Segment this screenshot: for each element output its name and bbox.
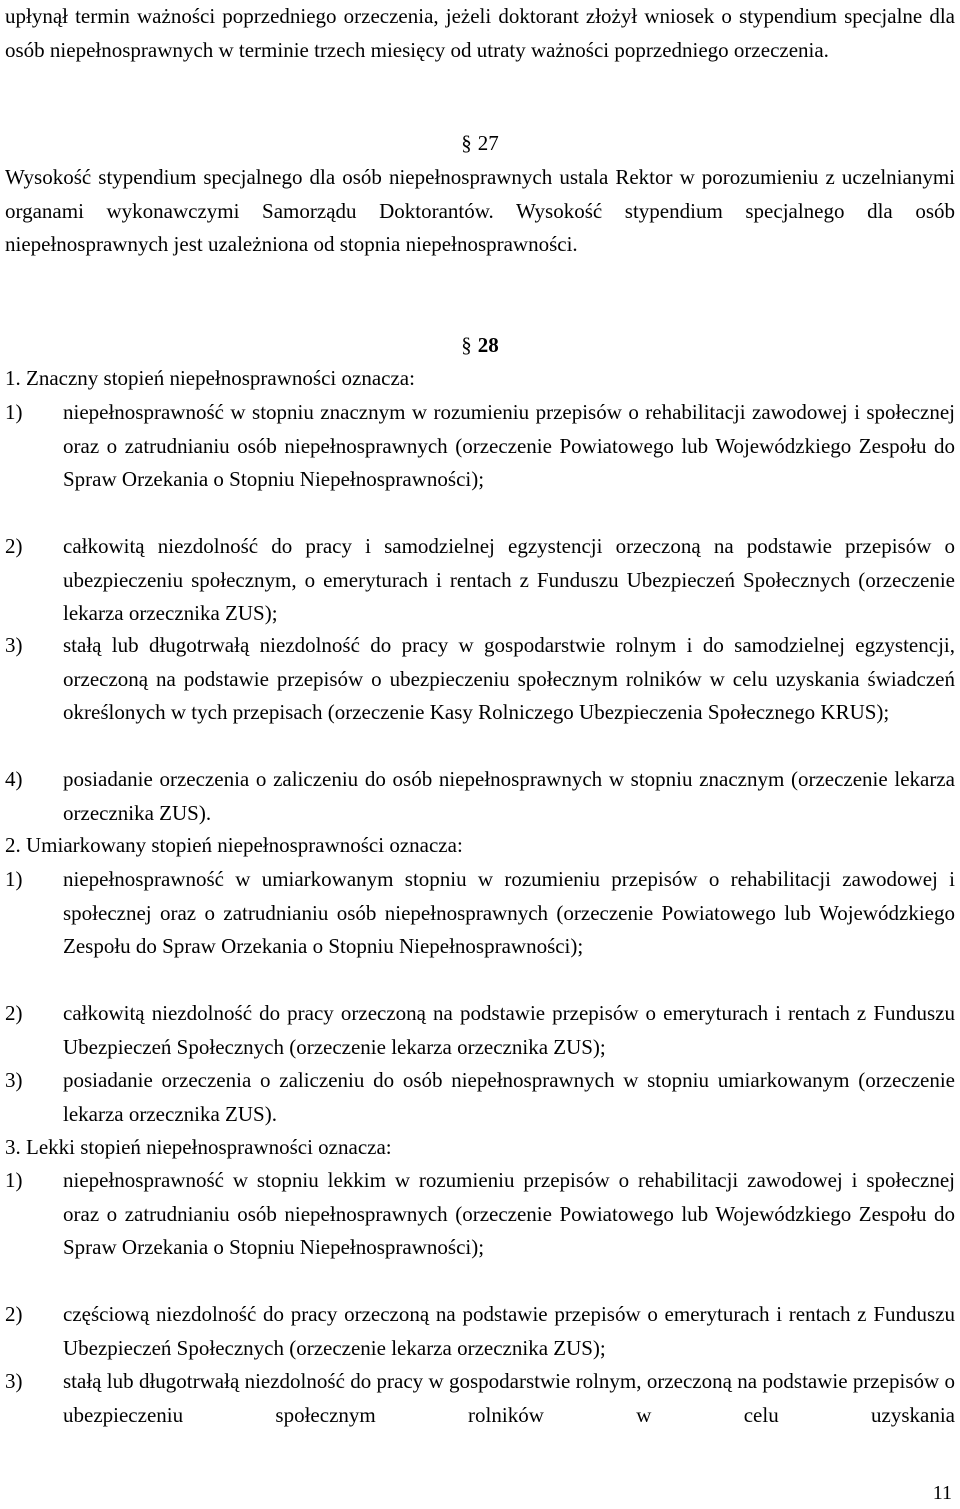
item-text: posiadanie orzeczenia o zaliczeniu do osób niepełnosprawnych w stopniu umiarkowanym (orzeczenie lekarza orzecznika ZUS).: [63, 1068, 955, 1126]
item-text: całkowitą niezdolność do pracy orzeczoną na podstawie przepisów o emeryturach i rentach z Funduszu Ubezpieczeń Społecznych (orzeczenie lekarza orzecznika ZUS);: [63, 1001, 955, 1059]
item-label: 1): [5, 867, 23, 891]
point-2-label: 2.: [5, 833, 21, 857]
intro-text: upłynął termin ważności poprzedniego orzeczenia, jeżeli doktorant złożył wniosek o stypendium specjalne dla osób niepełnosprawnych w terminie trzech miesięcy od utraty ważności poprzedniego orzeczenia.: [5, 4, 955, 62]
item-text: stałą lub długotrwałą niezdolność do pracy w gospodarstwie rolnym i do samodzielnej egzystencji, orzeczoną na podstawie przepisów o ubezpieczeniu społecznym rolników w celu uzyskania świadczeń określonych w tych przepisach (orzeczenie Kasy Rolniczego Ubezpieczenia Społecznego KRUS);: [63, 633, 955, 724]
point-3-label: 3.: [5, 1135, 21, 1159]
section-28-heading: [0, 329, 960, 363]
section-27-number: 27: [477, 131, 499, 155]
item-label: 1): [5, 400, 23, 424]
item-text: niepełnosprawność w stopniu lekkim w rozumieniu przepisów o rehabilitacji zawodowej i społecznej oraz o zatrudnianiu osób niepełnosprawnych (orzeczenie Powiatowego lub Wojewódzkiego Zespołu do Spraw Orzekania o Stopniu Niepełnosprawności);: [63, 1168, 955, 1259]
point-1-item-4: [5, 763, 955, 830]
item-text: niepełnosprawność w umiarkowanym stopniu w rozumieniu przepisów o rehabilitacji zawodowej i społecznej oraz o zatrudnianiu osób niepełnosprawnych (orzeczenie Powiatowego lub Wojewódzkiego Zespołu do Spraw Orzekania o Stopniu Niepełnosprawności);: [63, 867, 955, 958]
item-text: całkowitą niezdolność do pracy i samodzielnej egzystencji orzeczoną na podstawie przepisów o ubezpieczeniu społecznym, o emeryturach i rentach z Funduszu Ubezpieczeń Społecznych (orzeczenie lekarza orzecznika ZUS);: [63, 534, 955, 625]
item-label: 4): [5, 767, 23, 791]
point-3-item-2: [5, 1298, 955, 1365]
point-2-heading-text: Umiarkowany stopień niepełnosprawności oznacza:: [26, 833, 463, 857]
point-2-item-1: [5, 863, 955, 964]
item-label: 3): [5, 1369, 23, 1393]
point-1-item-3: [5, 629, 955, 730]
section-28-number: 28: [477, 333, 499, 357]
point-3-heading: [5, 1131, 955, 1165]
point-2-item-3: [5, 1064, 955, 1131]
item-label: 3): [5, 633, 23, 657]
item-label: 1): [5, 1168, 23, 1192]
point-3-item-3: [5, 1365, 955, 1432]
point-3-item-1: [5, 1164, 955, 1265]
point-1-item-2: [5, 530, 955, 631]
item-text: stałą lub długotrwałą niezdolność do pracy w gospodarstwie rolnym, orzeczoną na podstawie przepisów o ubezpieczeniu społecznym rolników w celu uzyskania: [63, 1369, 955, 1427]
point-1-heading-text: Znaczny stopień niepełnosprawności oznacza:: [26, 366, 415, 390]
intro-paragraph: [5, 0, 955, 67]
point-3-heading-text: Lekki stopień niepełnosprawności oznacza:: [26, 1135, 392, 1159]
page-number: 11: [932, 1482, 952, 1504]
section-28-symbol: §: [461, 333, 472, 357]
point-1-item-1: [5, 396, 955, 497]
item-label: 2): [5, 1302, 23, 1326]
section-27-symbol: §: [461, 131, 472, 155]
item-label: 3): [5, 1068, 23, 1092]
item-label: 2): [5, 534, 23, 558]
item-label: 2): [5, 1001, 23, 1025]
section-27-heading: [0, 127, 960, 161]
section-27-paragraph: [5, 161, 955, 262]
item-text: częściową niezdolność do pracy orzeczoną na podstawie przepisów o emeryturach i rentach z Funduszu Ubezpieczeń Społecznych (orzeczenie lekarza orzecznika ZUS);: [63, 1302, 955, 1360]
item-text: posiadanie orzeczenia o zaliczeniu do osób niepełnosprawnych w stopniu znacznym (orzeczenie lekarza orzecznika ZUS).: [63, 767, 955, 825]
point-2-heading: [5, 829, 955, 863]
point-2-item-2: [5, 997, 955, 1064]
item-text: niepełnosprawność w stopniu znacznym w rozumieniu przepisów o rehabilitacji zawodowej i społecznej oraz o zatrudnianiu osób niepełnosprawnych (orzeczenie Powiatowego lub Wojewódzkiego Zespołu do Spraw Orzekania o Stopniu Niepełnosprawności);: [63, 400, 955, 491]
point-1-label: 1.: [5, 366, 21, 390]
section-27-text: Wysokość stypendium specjalnego dla osób niepełnosprawnych ustala Rektor w porozumieniu z uczelnianymi organami wykonawczymi Samorządu Doktorantów. Wysokość stypendium specjalnego dla osób niepełnosprawnych jest uzależniona od stopnia niepełnosprawności.: [5, 165, 955, 256]
point-1-heading: [5, 362, 955, 396]
